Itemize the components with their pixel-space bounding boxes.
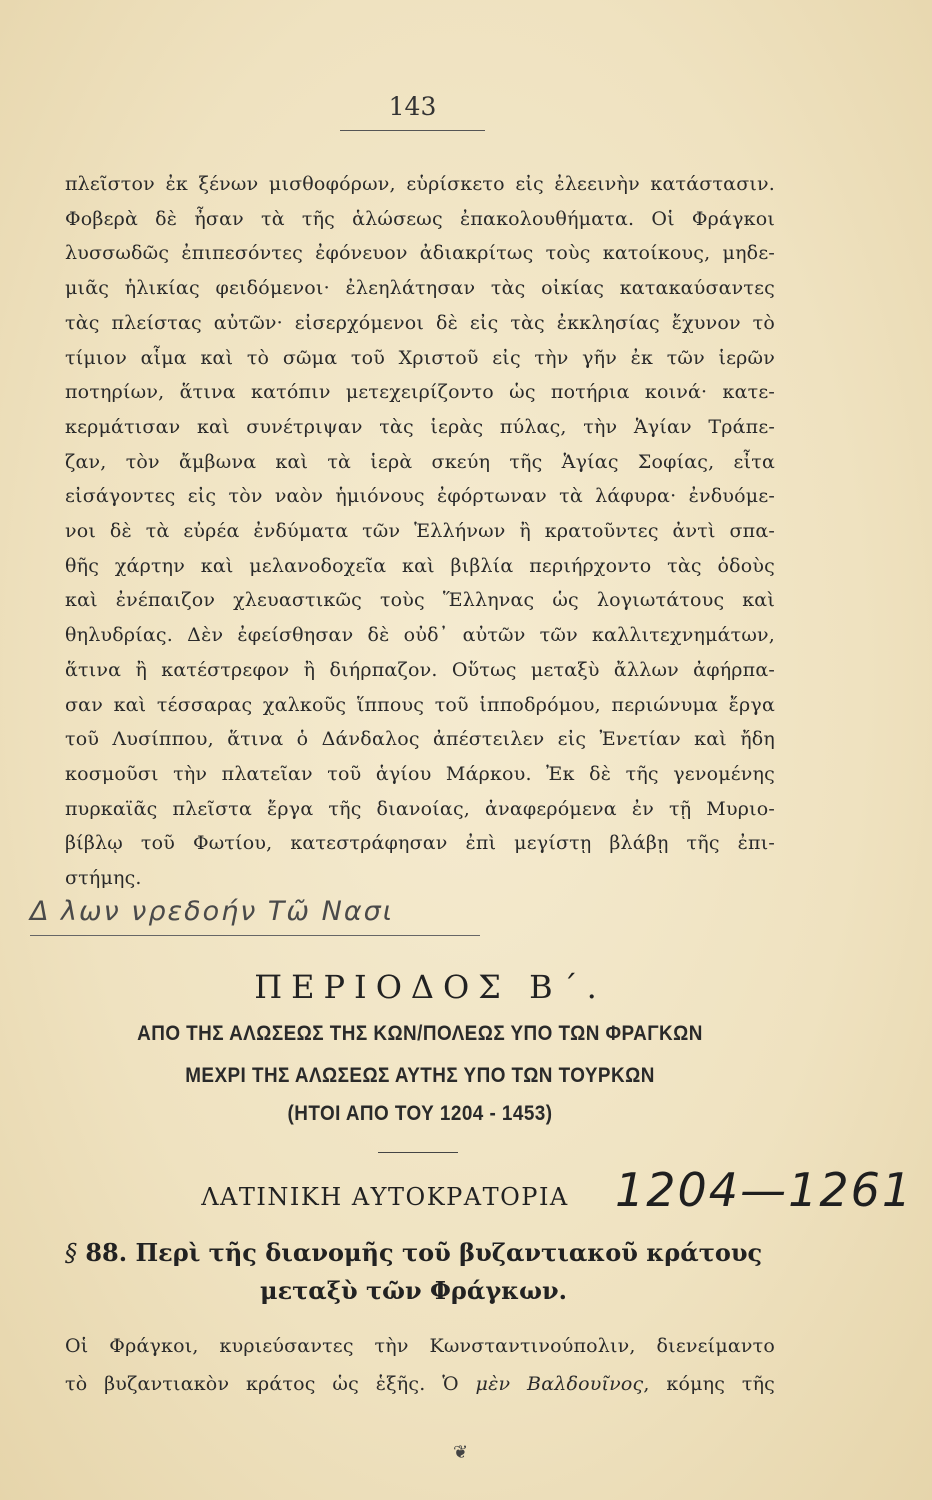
body-line: Φοβερὰ δὲ ἦσαν τὰ τῆς ἁλώσεως ἐπακολουθήματα. Οἱ Φράγκοι: [65, 207, 775, 230]
period-title: ΠΕΡΙΟΔΟΣ Β΄.: [254, 968, 606, 1006]
body-line: καὶ ἐνέπαιζον χλευαστικῶς τοὺς Ἕλληνας ὡς λογιωτάτους καὶ: [65, 589, 775, 612]
body-line: σαν καὶ τέσσαρας χαλκοῦς ἵππους τοῦ ἱπποδρόμου, περιώνυμα ἔργα: [65, 693, 775, 716]
body-line: πυρκαϊᾶς πλεῖστα ἔργα τῆς διανοίας, ἀναφερόμενα ἐν τῇ Μυριο-: [65, 797, 775, 820]
page-number-rule: [340, 130, 485, 131]
page-number: 143: [388, 92, 437, 121]
closing-line-2-space: [510, 1373, 527, 1395]
closing-line-2: [65, 1368, 775, 1400]
closing-line-1: Οἱ Φράγκοι, κυριεύσαντες τὴν Κωνσταντινούπολιν, διενείμαντο: [65, 1335, 775, 1357]
closing-line-2-tail: , κόμης τῆς: [643, 1373, 775, 1395]
handwritten-date: 1204—1261: [615, 1163, 914, 1217]
body-line: λυσσωδῶς ἐπιπεσόντες ἐφόνευον ἀδιακρίτως τοὺς κατοίκους, μηδε-: [65, 242, 775, 265]
body-line: πλεῖστον ἐκ ξένων μισθοφόρων, εὑρίσκετο εἰς ἐλεεινὴν κατάστασιν.: [65, 173, 775, 195]
handwritten-annotation: Δ λων νρεδοήν Τῶ Νασι: [30, 896, 394, 927]
body-line: νοι δὲ τὰ εὐρέα ἐνδύματα τῶν Ἑλλήνων ἢ κρατοῦντες ἀντὶ σπα-: [65, 520, 775, 542]
section-divider: [378, 1152, 458, 1153]
body-line: στήμης.: [65, 867, 142, 889]
closing-line-2-emphasis-men: μὲν: [475, 1373, 511, 1395]
body-line: κοσμοῦσι τὴν πλατεῖαν τοῦ ἁγίου Μάρκου. Ἐκ δὲ τῆς γενομένης: [65, 762, 775, 785]
body-line: κερμάτισαν καὶ συνέτριψαν τὰς ἱερὰς πύλας, τὴν Ἁγίαν Τράπε-: [65, 415, 775, 438]
closing-line-2-text: τὸ βυζαντιακὸν κράτος ὡς ἑξῆς. Ὁ: [65, 1373, 476, 1395]
annotation-underline: [30, 935, 480, 936]
body-line: εἰσάγοντες εἰς τὸν ναὸν ἡμιόνους ἐφόρτωναν τὰ λάφυρα· ἐνδυόμε-: [65, 485, 775, 508]
body-line: θηλυδρίας. Δὲν ἐφείσθησαν δὲ οὐδ᾽ αὐτῶν τῶν καλλιτεχνημάτων,: [65, 624, 775, 647]
body-line: ζαν, τὸν ἄμβωνα καὶ τὰ ἱερὰ σκεύη τῆς Ἁγίας Σοφίας, εἶτα: [65, 450, 775, 473]
section-title: ΛΑΤΙΝΙΚΗ ΑΥΤΟΚΡΑΤΟΡΙΑ: [201, 1183, 569, 1211]
period-subtitle-line-2: ΜΕΧΡΙ ΤΗΣ ΑΛΩΣΕΩΣ ΑΥΤΗΣ ΥΠΟ ΤΩΝ ΤΟΥΡΚΩΝ: [185, 1064, 655, 1087]
body-line: ἅτινα ἢ κατέστρεφον ἢ διήρπαζον. Οὕτως μεταξὺ ἄλλων ἀφήρπα-: [65, 658, 775, 681]
closing-line-2-emphasis-baldouinos: Βαλδουῖνος: [527, 1373, 644, 1395]
period-subtitle-line-1: ΑΠΟ ΤΗΣ ΑΛΩΣΕΩΣ ΤΗΣ ΚΩΝ/ΠΟΛΕΩΣ ΥΠΟ ΤΩΝ ΦΡΑΓΚΩΝ: [137, 1022, 703, 1045]
paragraph-number: 88.: [85, 1238, 128, 1267]
body-line: τὰς πλείστας αὐτῶν· εἰσερχόμενοι δὲ εἰς τὰς ἐκκλησίας ἔχυνον τὸ: [65, 311, 775, 334]
paragraph-heading-line-2: μεταξὺ τῶν Φράγκων.: [260, 1276, 568, 1305]
body-line: θῆς χάρτην καὶ μελανοδοχεῖα καὶ βιβλία περιήρχοντο τὰς ὁδοὺς: [65, 554, 775, 577]
body-line: τίμιον αἷμα καὶ τὸ σῶμα τοῦ Χριστοῦ εἰς τὴν γῆν ἐκ τῶν ἱερῶν: [65, 346, 775, 369]
body-line: τοῦ Λυσίππου, ἅτινα ὁ Δάνδαλος ἀπέστειλεν εἰς Ἐνετίαν καὶ ἤδη: [65, 728, 775, 751]
body-line: ποτηρίων, ἅτινα κατόπιν μετεχειρίζοντο ὡς ποτήρια κοινά· κατε-: [65, 381, 775, 404]
body-line: μιᾶς ἡλικίας φειδόμενοι· ἐλεηλάτησαν τὰς οἰκίας κατακαύσαντες: [65, 277, 775, 300]
paragraph-heading-line-1: [65, 1238, 785, 1267]
period-subtitle-line-3: (ΗΤΟΙ ΑΠΟ ΤΟΥ 1204 - 1453): [287, 1102, 553, 1125]
paragraph-heading-text: Περὶ τῆς διανομῆς τοῦ βυζαντιακοῦ κράτους: [135, 1238, 763, 1267]
ornament-icon: ❦: [453, 1442, 469, 1463]
section-sign: §: [65, 1239, 77, 1267]
body-line: βίβλῳ τοῦ Φωτίου, κατεστράφησαν ἐπὶ μεγίστῃ βλάβῃ τῆς ἐπι-: [65, 832, 775, 855]
